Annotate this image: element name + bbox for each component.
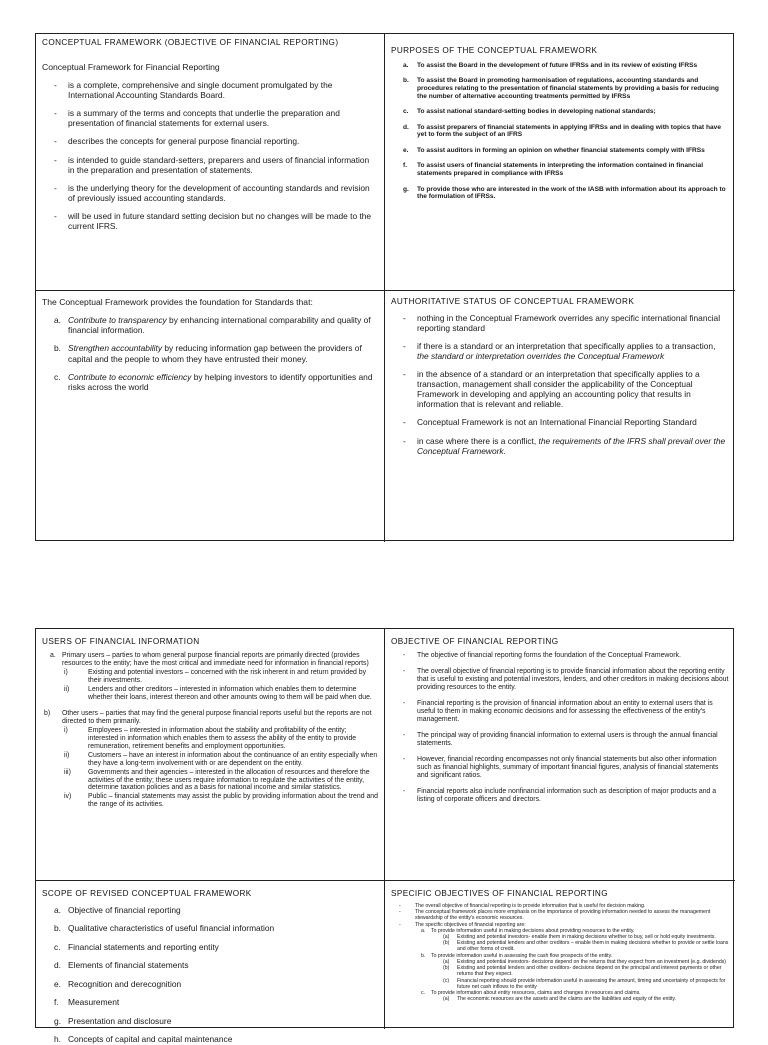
list-item: f. To assist users of financial statements in interpreting the information contained in financial statements prepared in compliance with IFRSs <box>403 162 704 178</box>
list-item: c. Financial statements and reporting entity <box>54 941 219 952</box>
list-item: - in case where there is a conflict, the requirements of the IFRS shall prevail over the Conceptual Framework. <box>403 435 726 456</box>
foundation-list <box>42 315 378 391</box>
list-item: - The principal way of providing financial information to external users is through the annual financial statements. <box>403 731 718 747</box>
list-item: d. To assist preparers of financial statements in applying IFRSs and in dealing with topics that have yet to form the subject of an IFRS <box>403 123 721 139</box>
cf-list <box>42 80 378 231</box>
list-item: a. Contribute to transparency by enhancing international comparability and quality of financial information. <box>54 315 371 336</box>
list-item: c. To assist national standard-setting bodies in developing national standards; <box>403 108 656 116</box>
list-item: h. Concepts of capital and capital maintenance <box>54 1034 233 1045</box>
list-item: - Financial reports also include nonfinancial information such as description of major products and a listing of corporate officers and directors. <box>403 787 717 803</box>
list-item: e. To assist auditors in forming an opinion on whether financial statements comply with IFRSs <box>403 146 705 154</box>
list-item: - Conceptual Framework is not an International Financial Reporting Standard <box>403 417 697 428</box>
list-item: b. Strengthen accountability by reducing information gap between the providers of capital and the people to whom they have entrusted their money. <box>54 343 362 364</box>
list-item: - However, financial recording encompasses not only financial statements but also other information such as financial highlights, summary of important financial figures, analysis of financial statements and significant ratios. <box>403 755 719 779</box>
scope-heading: SCOPE OF REVISED CONCEPTUAL FRAMEWORK <box>42 889 252 898</box>
objective-heading: OBJECTIVE OF FINANCIAL REPORTING <box>391 637 559 646</box>
list-item: - describes the concepts for general purpose financial reporting. <box>54 136 300 147</box>
scope-cell <box>36 881 385 1045</box>
list-item: - is a summary of the terms and concepts that underlie the preparation and presentation of financial statements for external users. <box>54 108 340 129</box>
list-item: - is intended to guide standard-setters, preparers and users of financial information in the preparation and presentation of statements. <box>54 154 370 175</box>
purposes-list <box>391 62 729 201</box>
authority-list <box>391 313 729 456</box>
list-item: - The overall objective of financial reporting is to provide financial information about the reporting entity that is useful to existing and potential investors, lenders, and other creditors in making decisions about providing resources to the entity. <box>403 668 729 692</box>
list-item: - Financial reporting is the provision of financial information about an entity to external users that is useful to them in making economic decisions and for assessing the effectiveness of the entity's management. <box>403 700 713 724</box>
list-item: i) Employees – interested in information about the stability and profitability of the entity; interested in information which enables them to assess the ability of the entity to provide remuneration, retirement benefits and employment opportunities. <box>64 726 357 750</box>
list-item: iii) Governments and their agencies – interested in the allocation of resources and therefore the activities of the entity; these users require information to regulate the activities of the entity, determine taxation policies and as a basis for national income and similar statistics. <box>64 768 370 792</box>
users-heading: USERS OF FINANCIAL INFORMATION <box>42 637 200 646</box>
list-item: c. Contribute to economic efficiency by helping investors to identify opportunities and risks across the world <box>54 371 373 392</box>
objective-cell <box>385 629 735 881</box>
authoritative-status-cell <box>385 291 735 542</box>
foundation-heading: The Conceptual Framework provides the foundation for Standards that: <box>42 297 313 307</box>
list-item: - The specific objectives of financial reporting are: <box>399 921 526 928</box>
purposes-heading: PURPOSES OF THE CONCEPTUAL FRAMEWORK <box>391 46 598 55</box>
specific-objectives-cell <box>385 881 735 1029</box>
list-item: a. Objective of financial reporting <box>54 904 181 915</box>
list-item: b) Other users – parties that may find the general purpose financial reports useful but the reports are not directed to them primarily. i) Employees – interested in information about the stability and profitability of the entity; interested in information which enables them to assess the ability of the entity to provide remuneration, retirement benefits and employment opportunities. ii) Customers – have an interest in information about the continuance of an entity especially when they have a long-term involvement with or are dependent on the entity. iii) Governments and their agencies – interested in the allocation of resources and therefore the activities of the entity; these users require information to regulate the activities of the entity, determine taxation policies and as a basis for national income and similar statistics. iv) Public – financial statements may assist the public by providing information about the trend and the range of its activities. <box>44 710 378 809</box>
purposes-cell <box>385 34 735 291</box>
list-item: (a) Existing and potential investors- enable them in making decisions whether to buy, sell or hold equity investments. <box>443 934 716 941</box>
conceptual-framework-cell <box>36 34 385 291</box>
scope-list <box>42 905 378 1045</box>
list-item: (a) Existing and potential investors- decisions depend on the returns that they expect from an investment (e.g. dividends) <box>443 958 727 965</box>
list-item: a. To provide information useful in making decisions about providing resources to the entity. <box>421 927 635 934</box>
list-item: (b) Existing and potential lenders and other creditors – enable them in making decisions whether to provide or settle loans and other forms of credit. <box>443 940 729 953</box>
list-item: b. To provide information useful in assessing the cash flow prospects of the entity. <box>421 952 613 959</box>
list-item: - The conceptual framework places more emphasis on the importance of providing information needed to assess the management stewardship of the entity's economic resources. <box>399 909 711 922</box>
users-list <box>42 652 378 809</box>
specific-body <box>391 903 729 1003</box>
list-item: iv) Public – financial statements may assist the public by providing information about the trend and the range of its activities. <box>64 793 378 809</box>
list-item: d. Elements of financial statements <box>54 960 189 971</box>
list-item: a. To assist the Board in the development of future IFRSs and in its review of existing IFRSs <box>403 61 698 69</box>
list-item: c. To provide information about entity resources, claims and changes in resources and claims. <box>421 990 641 997</box>
list-item: - is a complete, comprehensive and single document promulgated by the International Accounting Standards Board. <box>54 80 333 101</box>
list-item: - nothing in the Conceptual Framework overrides any specific international financial reporting standard <box>403 312 721 333</box>
specific-heading: SPECIFIC OBJECTIVES OF FINANCIAL REPORTING <box>391 889 608 898</box>
list-item: - in the absence of a standard or an interpretation that specifically applies to a transaction, management shall consider the applicability of the Conceptual Framework in developing and applying an accounting policy that results in information that is relevant and reliable. <box>403 369 700 410</box>
list-item: f. Measurement <box>54 997 120 1008</box>
list-item: (a) The economic resources are the assets and the claims are the liabilities and equity of the entity. <box>443 996 677 1003</box>
users-a-sublist <box>62 669 378 702</box>
bottom-table <box>35 628 734 1045</box>
list-item: b. To assist the Board in promoting harmonisation of regulations, accounting standards and procedures relating to the presentation of financial statements by providing a basis for reducing the number of alternative accounting treatments permitted by IFRSs <box>403 77 719 100</box>
list-item: - will be used in future standard setting decision but no changes will be made to the current IFRS. <box>54 210 372 231</box>
foundation-cell <box>36 291 385 542</box>
list-item: - The objective of financial reporting forms the foundation of the Conceptual Framework. <box>403 652 681 660</box>
top-table <box>35 33 734 541</box>
list-item: - The overall objective of financial reporting is to provide information that is useful for decision making. <box>399 902 646 909</box>
list-item: g. To provide those who are interested in the work of the IASB with information about its approach to the formulation of IFRSs. <box>403 185 726 201</box>
authority-heading: AUTHORITATIVE STATUS OF CONCEPTUAL FRAMEWORK <box>391 297 635 306</box>
objective-list <box>391 652 729 803</box>
cf-subtitle: Conceptual Framework for Financial Reporting <box>42 61 220 72</box>
list-item: (c) Financial reporting should provide information useful in assessing the amount, timing and uncertainty of prospects for future net cash inflows to the entity <box>443 977 726 990</box>
list-item: i) Existing and potential investors – concerned with the risk inherent in and return provided by their investments. <box>64 669 367 685</box>
users-cell <box>36 629 385 881</box>
list-item: a. Primary users – parties to whom general purpose financial reports are primarily directed (provides resources to the entity; have the most critical and immediate need for information in financial reports) i) Existing and potential investors – concerned with the risk inherent in and return provided by their investments. ii) Lenders and other creditors – interested in information which enables them to determine whether their loans, interest thereon and other amounts owing to them will be paid when due. <box>42 652 378 702</box>
list-item: e. Recognition and derecognition <box>54 978 182 989</box>
list-item: ii) Customers – have an interest in information about the continuance of an entity especially when they have a long-term involvement with or are dependent on the entity. <box>64 751 378 767</box>
list-item: ii) Lenders and other creditors – interested in information which enables them to determine whether their loans, interest thereon and other amounts owing to them will be paid when due. <box>64 686 372 702</box>
cf-heading: CONCEPTUAL FRAMEWORK (OBJECTIVE OF FINANCIAL REPORTING) <box>42 38 339 47</box>
list-item: (b) Existing and potential lenders and other creditors- decisions depend on the principal and interest payments or other returns that they expect. <box>443 965 722 978</box>
users-b-sublist <box>62 727 378 809</box>
list-item: b. Qualitative characteristics of useful financial information <box>54 923 275 934</box>
list-item: - if there is a standard or an interpretation that specifically applies to a transaction, the standard or interpretation overrides the Conceptual Framework <box>403 341 716 362</box>
list-item: g. Presentation and disclosure <box>54 1015 172 1026</box>
list-item: - is the underlying theory for the development of accounting standards and revision of previously issued accounting standards. <box>54 182 370 203</box>
